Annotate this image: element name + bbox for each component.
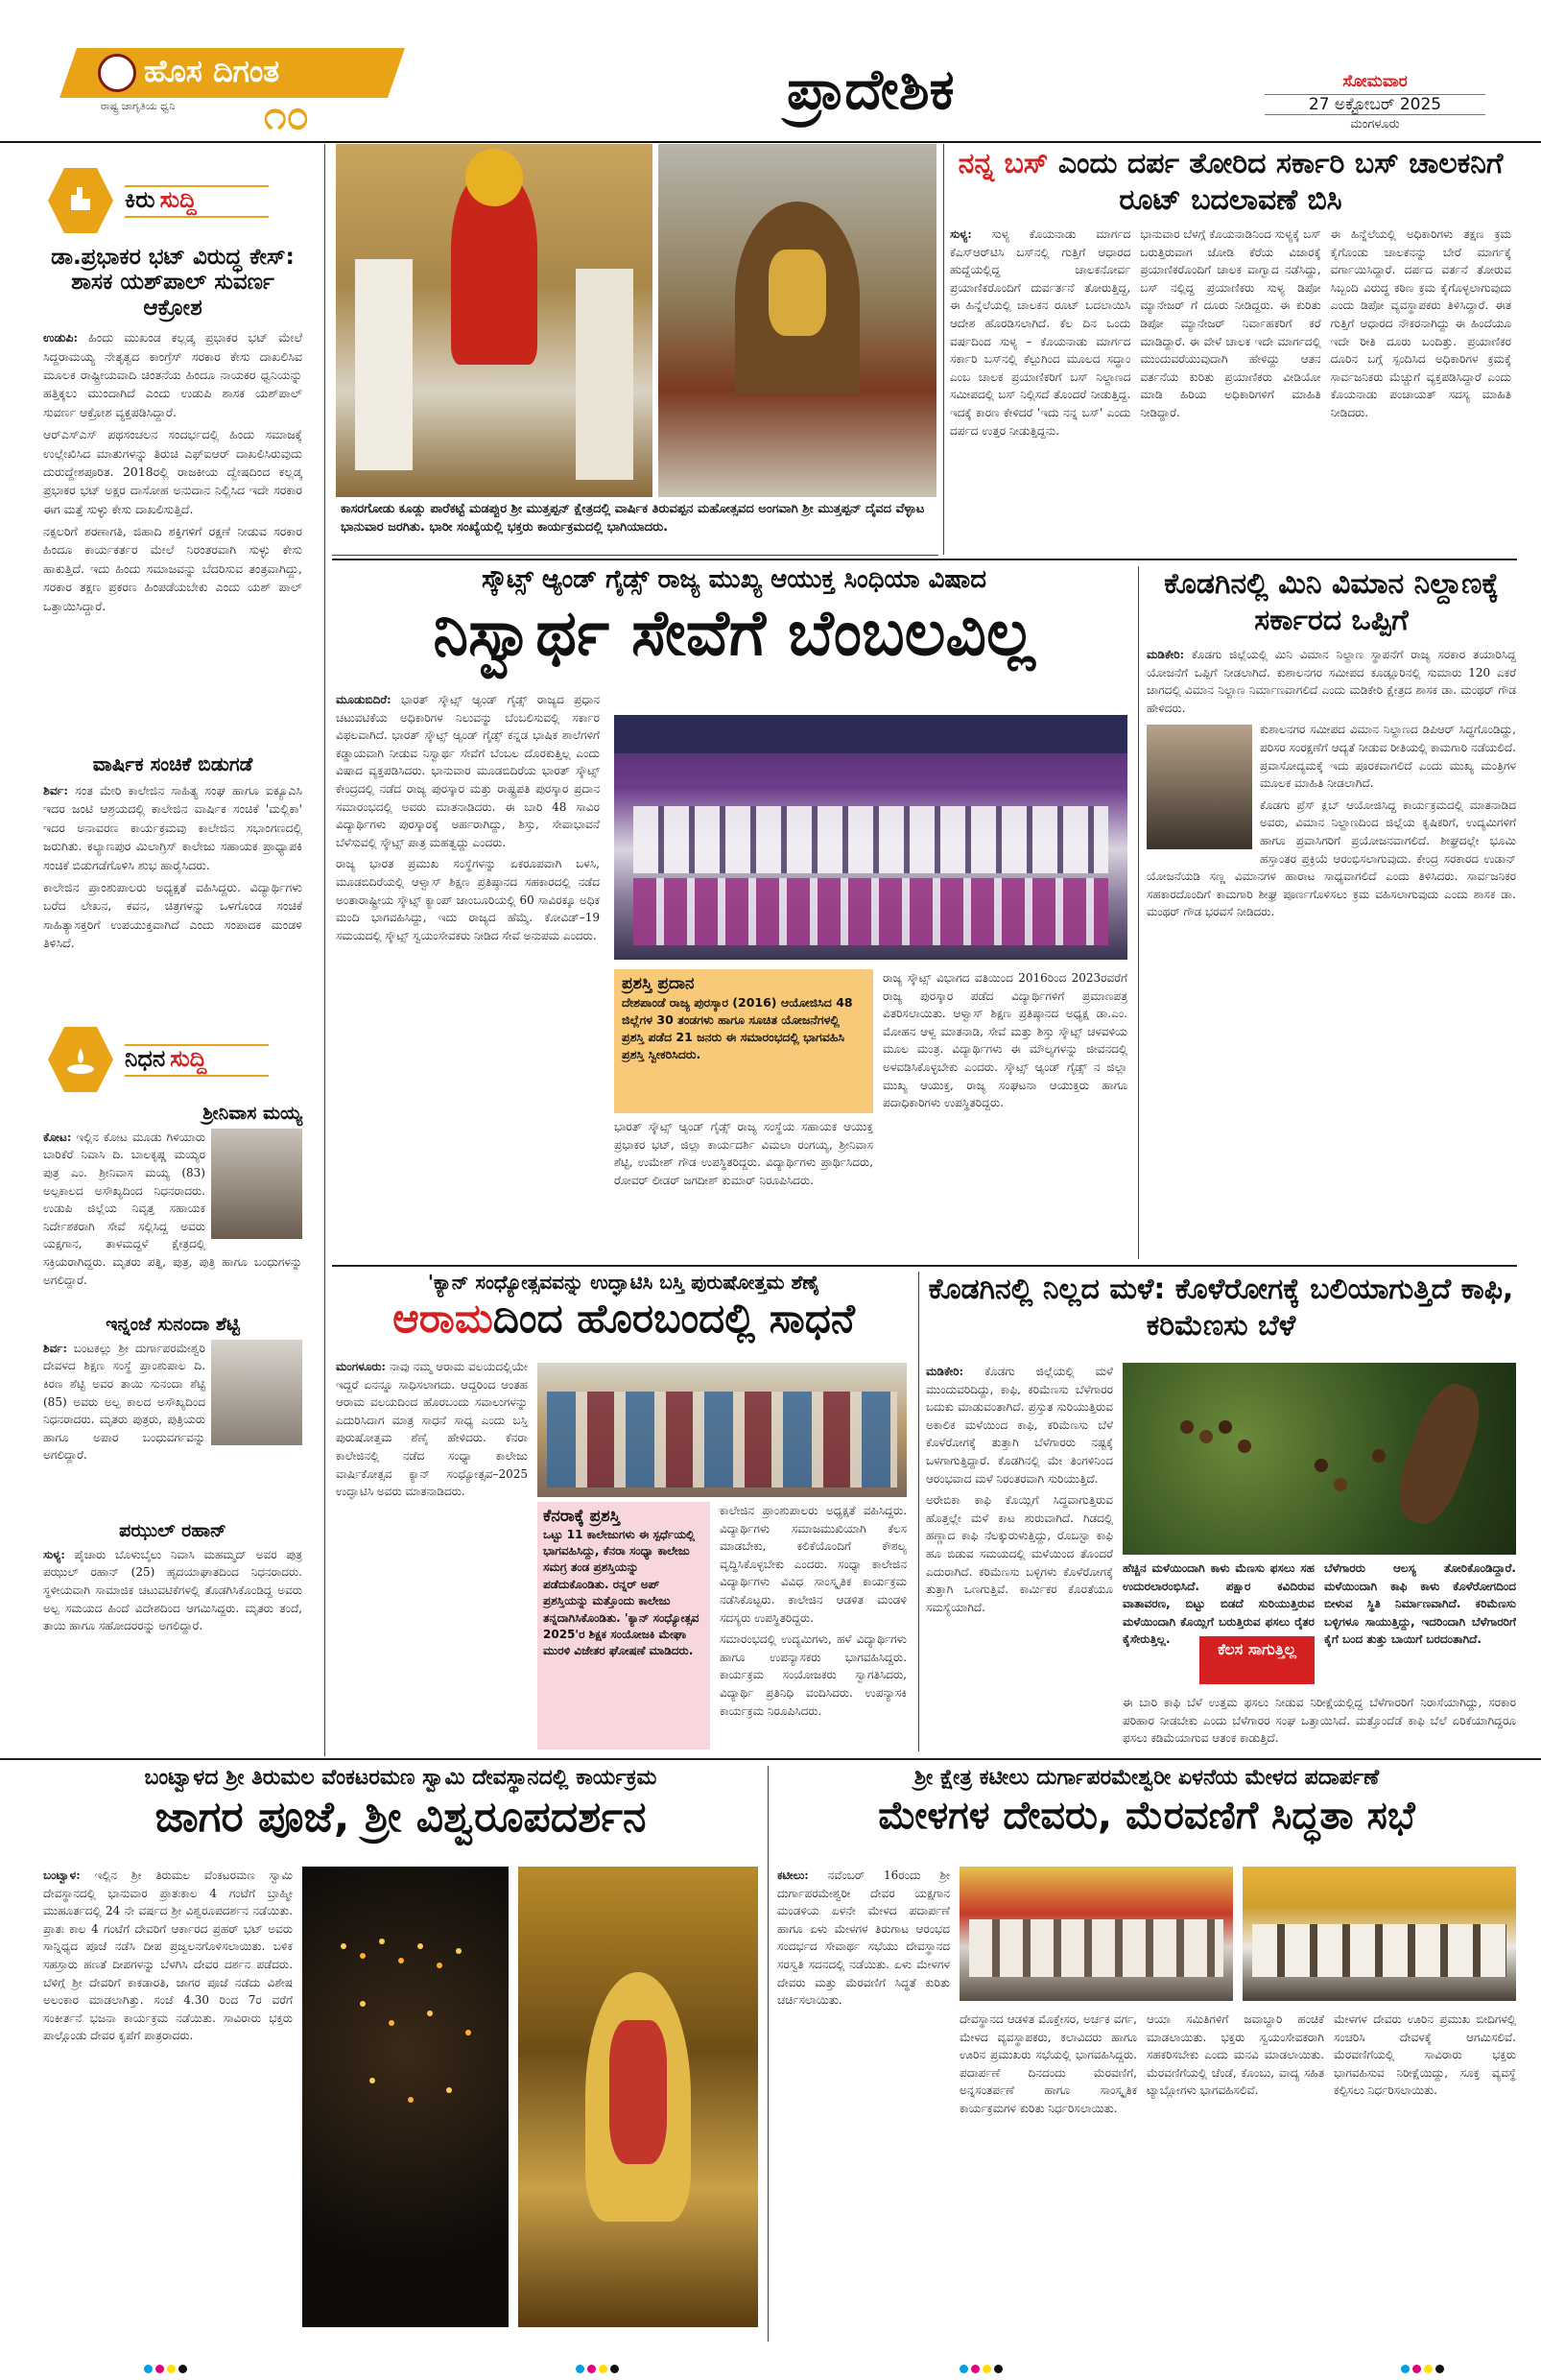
logo-text: ಹೊಸ ದಿಗಂತ <box>144 53 280 89</box>
meeting-photo-1 <box>960 1867 1233 2001</box>
divider <box>332 555 938 556</box>
bus-story <box>950 146 1511 555</box>
suddi-label: ಸುದ್ದಿ <box>159 186 197 213</box>
kiru-story-2-body <box>43 781 302 952</box>
label-text: ಕೆಲಸ ಸಾಗುತ್ತಿಲ್ಲ <box>1218 1640 1296 1658</box>
kateel-headline: ಮೇಳಗಳ ದೇವರು, ಮೆರವಣಿಗೆ ಸಿದ್ಧತಾ ಸಭೆ <box>878 1794 1415 1839</box>
divider <box>0 1758 1541 1760</box>
headline-text: ದಿಂದ ಹೊರಬಂದಲ್ಲಿ ಸಾಧನೆ <box>492 1295 855 1342</box>
date: 27 ಅಕ್ಟೋಬರ್ 2025 <box>1265 94 1485 115</box>
scouts-kicker: ಸ್ಕೌಟ್ಸ್ ಆ್ಯಂಡ್ ಗೈಡ್ಸ್ ರಾಜ್ಯ ಮುಖ್ಯ ಆಯುಕ್ತ ಸಿಂಧಿಯಾ ವಿಷಾದ <box>481 566 986 594</box>
college-headline <box>336 1296 912 1342</box>
kiru-story-1 <box>43 245 302 619</box>
kiru-story-1-body <box>43 328 302 615</box>
paragraph: ಕೊಡಗು ಪ್ರೆಸ್ ಕ್ಲಬ್ ಆಯೋಜಿಸಿದ್ದ ಕಾರ್ಯಕ್ರಮದಲ್ಲಿ ಮಾತನಾಡಿದ ಅವರು, ವಿಮಾನ ನಿಲ್ದಾಣದಿಂದ ಜಿಲ್ಲೆಯ ಕೃಷಿಕರಿಗೆ, ಉದ್ಯಮಿಗಳಿಗೆ ಹಾಗೂ ಪ್ರವಾಸಿಗರಿಗೆ ಪ್ರಯೋಜನವಾಗಲಿದೆ. ಶೀಘ್ರದಲ್ಲೇ ಭೂಮಿ ಹಸ್ತಾಂತರ ಪ್ರಕ್ರಿಯೆ ಆರಂಭಿಸಲಾಗುವುದು. ಕೇಂದ್ರ ಸರಕಾರದ ಉಡಾನ್ ಯೋಜನೆಯಡಿ ಸಣ್ಣ ವಿಮಾನಗಳ ಹಾರಾಟ ಸಾಧ್ಯವಾಗಲಿದೆ ಎಂದು ತಿಳಿಸಿದರು. ಸಾರ್ವಜನಿಕರ ಸಹಕಾರದೊಂದಿಗೆ ಕಾಮಗಾರಿ ಶೀಘ್ರ ಪೂರ್ಣಗೊಳಿಸಲು ಕ್ರಮ ವಹಿಸಲಾಗುವುದು ಎಂದು ಶಾಸಕ ಡಾ. ಮಂಥರ್ ಗೌಡ ಭರವಸೆ ನೀಡಿದರು. <box>1147 797 1516 919</box>
kateel-story <box>777 1766 1516 2332</box>
paragraph: ಈ ಹಿನ್ನೆಲೆಯಲ್ಲಿ ಅಧಿಕಾರಿಗಳು ತಕ್ಷಣ ಕ್ರಮ ಕೈಗೊಂಡು ಚಾಲಕನನ್ನು ಬೇರೆ ಮಾರ್ಗಕ್ಕೆ ವರ್ಗಾಯಿಸಿದ್ದಾರೆ. ದರ್ಪದ ವರ್ತನೆ ತೋರುವ ಸಿಬ್ಬಂದಿ ವಿರುದ್ಧ ಕಠಿಣ ಕ್ರಮ ಕೈಗೊಳ್ಳಲಾಗುವುದು ಎಂದು ಡಿಪೋ ವ್ಯವಸ್ಥಾಪಕರು ತಿಳಿಸಿದ್ದಾರೆ. ಈತ ಗುತ್ತಿಗೆ ಆಧಾರದ ನೌಕರನಾಗಿದ್ದು ಈ ಹಿಂದೆಯೂ ಇದೇ ರೀತಿ ದೂರು ಬಂದಿತ್ತು. ಪ್ರಯಾಣಿಕರ ದೂರಿನ ಬಗ್ಗೆ ಸ್ಪಂದಿಸಿದ ಅಧಿಕಾರಿಗಳ ಕ್ರಮಕ್ಕೆ ಸಾರ್ವಜನಿಕರು ಮೆಚ್ಚುಗೆ ವ್ಯಕ್ತಪಡಿಸಿದ್ದಾರೆ ಎಂದು ಕೊಯನಾಡು ಪಂಚಾಯತ್ ಸದಸ್ಯ ಮಾಹಿತಿ ನೀಡಿದರು. <box>1330 227 1511 419</box>
paragraph: ಕಾಲೇಜಿನ ಪ್ರಾಂಶುಪಾಲರು ಅಧ್ಯಕ್ಷತೆ ವಹಿಸಿದ್ದರು. ವಿದ್ಯಾರ್ಥಿಗಳು ಬರೆದ ಲೇಖನ, ಕವನ, ಚಿತ್ರಗಳನ್ನು ಒಳಗೊಂಡ ಸಂಚಿಕೆ ಸಾಹಿತ್ಯಾಸಕ್ತರಿಗೆ ಉಪಯುಕ್ತವಾಗಿದೆ ಎಂದು ಸಂಪಾದಕ ಮಂಡಳಿ ತಿಳಿಸಿದೆ. <box>43 879 302 950</box>
paragraph: ಆಯಾ ಸಮಿತಿಗಳಿಗೆ ಜವಾಬ್ದಾರಿ ಹಂಚಿಕೆ ಮಾಡಲಾಯಿತು. ಭಕ್ತರು ಸ್ವಯಂಸೇವಕರಾಗಿ ಸಹಕರಿಸಬೇಕು ಎಂದು ಮನವಿ ಮಾಡಲಾಯಿತು. ಮೆರವಣಿಗೆಯಲ್ಲಿ ಚೆಂಡೆ, ಕೊಂಬು, ವಾದ್ಯ ಸಹಿತ ಟ್ಯಾಬ್ಲೋಗಳು ಭಾಗವಹಿಸಲಿವೆ. <box>1147 2012 1324 2098</box>
paragraph: ರಾಜ್ಯ ಸ್ಕೌಟ್ಸ್ ವಿಭಾಗದ ವತಿಯಿಂದ 2016ರಿಂದ 2023ರವರೆಗೆ ರಾಜ್ಯ ಪುರಸ್ಕಾರ ಪಡೆದ ವಿದ್ಯಾರ್ಥಿಗಳಿಗೆ ಪ್ರಮಾಣಪತ್ರ ವಿತರಿಸಲಾಯಿತು. ಆಳ್ವಾಸ್ ಶಿಕ್ಷಣ ಪ್ರತಿಷ್ಠಾನದ ಅಧ್ಯಕ್ಷ ಡಾ.ಎಂ. ಮೋಹನ ಆಳ್ವ ಮಾತನಾಡಿ, ಸೇವೆ ಮತ್ತು ಶಿಸ್ತು ಸ್ಕೌಟ್ಸ್ ಚಳವಳಿಯ ಮೂಲ ಮಂತ್ರ. ವಿದ್ಯಾರ್ಥಿಗಳು ಈ ಮೌಲ್ಯಗಳನ್ನು ಜೀವನದಲ್ಲಿ ಅಳವಡಿಸಿಕೊಳ್ಳಬೇಕು ಎಂದರು. ಸ್ಕೌಟ್ಸ್ ಆ್ಯಂಡ್ ಗೈಡ್ಸ್ ನ ಜಿಲ್ಲಾ ಮುಖ್ಯ ಆಯುಕ್ತ, ರಾಜ್ಯ ಸಂಘಟನಾ ಆಯುಕ್ತರು ಹಾಗೂ ಪದಾಧಿಕಾರಿಗಳು ಉಪಸ್ಥಿತರಿದ್ದರು. <box>883 971 1127 1110</box>
dateline: ಮೂಡುಬಿದಿರೆ: <box>336 693 391 706</box>
dateline: ಕಟೀಲು: <box>777 1868 809 1882</box>
dateline: ಉಡುಪಿ: <box>43 330 79 345</box>
obituary-name: ಶ್ರೀನಿವಾಸ ಮಯ್ಯ <box>202 1103 302 1124</box>
paragraph: ಭಾರತ್ ಸ್ಕೌಟ್ಸ್ ಆ್ಯಂಡ್ ಗೈಡ್ಸ್ ರಾಜ್ಯ ಸಂಸ್ಥೆಯ ಸಹಾಯಕ ಆಯುಕ್ತ ಪ್ರಭಾಕರ ಭಟ್, ಜಿಲ್ಲಾ ಕಾರ್ಯದರ್ಶಿ ವಿಮಲಾ ರಂಗಯ್ಯ, ಶ್ರೀನಿವಾಸ ಶೆಟ್ಟಿ, ಉಮೇಶ್ ಗೌಡ ಉಪಸ್ಥಿತರಿದ್ದರು. ವಿದ್ಯಾರ್ಥಿಗಳು ಪ್ರಾರ್ಥಿಸಿದರು, ರೋವರ್ ಲೀಡರ್ ಜಗದೀಶ್ ಕುಮಾರ್ ನಿರೂಪಿಸಿದರು. <box>614 1120 873 1187</box>
airport-story <box>1147 566 1516 1259</box>
award-box <box>614 969 873 1113</box>
masthead <box>0 0 1541 144</box>
print-registration-marks <box>960 2359 1006 2377</box>
obituary-name: ಪಝುಲ್ ರಹಾನ್ <box>119 1520 226 1541</box>
paragraph: ದೇವಸ್ಥಾನದ ಆಡಳಿತ ಮೊಕ್ತೇಸರ, ಅರ್ಚಕ ವರ್ಗ, ಮೇಳದ ವ್ಯವಸ್ಥಾಪಕರು, ಕಲಾವಿದರು ಹಾಗೂ ಊರಿನ ಪ್ರಮುಖರು ಸಭೆಯಲ್ಲಿ ಭಾಗವಹಿಸಿದ್ದರು. ಪದಾರ್ಪಣೆ ದಿನದಂದು ಮೆರವಣಿಗೆ, ಅನ್ನಸಂತರ್ಪಣೆ ಹಾಗೂ ಸಾಂಸ್ಕೃತಿಕ ಕಾರ್ಯಕ್ರಮಗಳ ಕುರಿತು ನಿರ್ಧರಿಸಲಾಯಿತು. <box>960 2012 1137 2115</box>
obituary-photo <box>211 1129 302 1239</box>
dateline: ಸುಳ್ಯ: <box>950 227 972 241</box>
top-photo-caption: ಕಾಸರಗೋಡು ಕೂಡ್ಲು ಪಾರೆಕಟ್ಟೆ ಮಡಪ್ಪುರ ಶ್ರೀ ಮುತ್ತಪ್ಪನ್ ಕ್ಷೇತ್ರದಲ್ಲಿ ವಾರ್ಷಿಕ ತಿರುವಪ್ಪನ ಮಹೋತ್ಸವದ ಅಂಗವಾಗಿ ಶ್ರೀ ಮುತ್ತಪ್ಪನ್ ದೈವದ ವೆಳ್ಳಾಟ ಭಾನುವಾರ ಜರಗಿತು. ಭಾರೀ ಸಂಖ್ಯೆಯಲ್ಲಿ ಭಕ್ತರು ಕಾರ್ಯಕ್ರಮದಲ್ಲಿ ಭಾಗಿಯಾದರು. <box>341 502 925 535</box>
obituary-3 <box>43 1521 302 1635</box>
paragraph: ಇಲ್ಲಿನ ಶ್ರೀ ತಿರುಮಲ ವೆಂಕಟರಮಣ ಸ್ವಾಮಿ ದೇವಸ್ಥಾನದಲ್ಲಿ ಭಾನುವಾರ ಪ್ರಾತಃಕಾಲ 4 ಗಂಟೆಗೆ ಬ್ರಾಹ್ಮೀ ಮುಹೂರ್ತದಲ್ಲಿ 24 ನೇ ವರ್ಷದ ಶ್ರೀ ವಿಶ್ವರೂಪದರ್ಶನ ನಡೆಯಿತು. ಪ್ರಾತಃ ಕಾಲ 4 ಗಂಟೆಗೆ ದೇವರಿಗೆ ಆರ್ಕಾರದ ಪ್ರಹರ್ ಭಟ್ ಅವರು ಸಾನ್ನಿಧ್ಯದ ಪೂಜೆ ನಡೆಸಿ ದೀಪ ಪ್ರಜ್ವಲನಗೊಳಿಸಲಾಯಿತು. ಬಳಿಕ ಸಹಸ್ರಾರು ಹಣತೆ ದೀಪಗಳನ್ನು ಬೆಳಗಿಸಿ ದೇವರ ದರ್ಶನ ಪಡೆದರು. ಬೆಳಿಗ್ಗೆ ಶ್ರೀ ದೇವರಿಗೆ ಕಾಕಡಾರತಿ, ಜಾಗರ ಪೂಜೆ ನಡೆದು ವಿಶೇಷ ಅಲಂಕಾರ ಮಾಡಲಾಗಿತ್ತು. ಸಂಜೆ 4.30 ರಿಂದ 7ರ ವರೆಗೆ ಸಂಕೀರ್ತನೆ ಭಜನಾ ಕಾರ್ಯಕ್ರಮ ನಡೆಯಿತು. ಸಾವಿರಾರು ಭಕ್ತರು ಪಾಲ್ಗೊಂಡು ದೇವರ ಕೃಪೆಗೆ ಪಾತ್ರರಾದರು. <box>43 1868 293 2043</box>
dateline: ಮಡಿಕೇರಿ: <box>1147 648 1185 661</box>
column-divider <box>1138 566 1139 1259</box>
dateline: ಸುಳ್ಯ: <box>43 1547 65 1561</box>
hand-icon <box>48 168 113 233</box>
deity-photo <box>518 1867 758 2327</box>
college-story <box>336 1272 912 1751</box>
paragraph: ಸುಳ್ಯ ಕೊಯನಾಡು ಮಾರ್ಗದ ಕೆಎಸ್‌ಆರ್‌ಟಿಸಿ ಬಸ್‌ನಲ್ಲಿ ಗುತ್ತಿಗೆ ಆಧಾರದ ಹುದ್ದೆಯಲ್ಲಿದ್ದ ಚಾಲಕನೋರ್ವ ಪ್ರಯಾಣಿಕರೊಂದಿಗೆ ದುರ್ವರ್ತನೆ ತೋರುತ್ತಿದ್ದ, ಈ ಹಿನ್ನೆಲೆಯಲ್ಲಿ ಚಾಲಕನ ರೂಟ್ ಬದಲಾಯಿಸಿ ಆದೇಶ ಹೊರಡಿಸಲಾಗಿದೆ. ಕೆಲ ದಿನ ಒಂದು ವರ್ಷದಿಂದ ಸುಳ್ಯ – ಕೊಯನಾಡು ಮಾರ್ಗದ ಸರ್ಕಾರಿ ಬಸ್‌ನಲ್ಲಿ ಕೆಲ್ಪುಗಿಂದ ಮೂಲದ ಸದ್ಧಾಂ ಎಂಬ ಚಾಲಕ ಪ್ರಯಾಣಿಕರಿಗೆ ಬಸ್ ನಿಲ್ದಾಣದ ಸಮೀಪದಲ್ಲಿ ಬಸ್ ನಿಲ್ಲಿಸದೆ ತೊಂದರೆ ನೀಡುತ್ತಿದ್ದ. ಇದಕ್ಕೆ ಕಾರಣ ಕೇಳಿದರೆ 'ಇದು ನನ್ನ ಬಸ್' ಎಂದು ದರ್ಪದ ಉತ್ತರ ನೀಡುತ್ತಿದ್ದನು. <box>950 227 1131 438</box>
paragraph: ಮೇಳಗಳ ದೇವರು ಊರಿನ ಪ್ರಮುಖ ಬೀದಿಗಳಲ್ಲಿ ಸಂಚರಿಸಿ ದೇವಳಕ್ಕೆ ಆಗಮಿಸಲಿವೆ. ಮೆರವಣಿಗೆಯಲ್ಲಿ ಸಾವಿರಾರು ಭಕ್ತರು ಭಾಗವಹಿಸುವ ನಿರೀಕ್ಷೆಯಿದ್ದು, ಸೂಕ್ತ ವ್ಯವಸ್ಥೆ ಕಲ್ಪಿಸಲು ನಿರ್ಧರಿಸಲಾಯಿತು. <box>1334 2012 1516 2098</box>
divider <box>332 559 1517 560</box>
scouts-story <box>336 566 1132 1262</box>
kiru-story-2 <box>43 753 302 956</box>
paragraph: ಸಮಾರಂಭದಲ್ಲಿ ಉದ್ಯಮಿಗಳು, ಹಳೆ ವಿದ್ಯಾರ್ಥಿಗಳು ಹಾಗೂ ಉಪನ್ಯಾಸಕರು ಭಾಗವಹಿಸಿದ್ದರು. ಕಾರ್ಯಕ್ರಮ ಸಂಯೋಜಕರು ಸ್ವಾಗತಿಸಿದರು, ವಿದ್ಯಾರ್ಥಿ ಪ್ರತಿನಿಧಿ ವಂದಿಸಿದರು. ಉಪನ್ಯಾಸಕಿ ಕಾರ್ಯಕ್ರಮ ನಿರೂಪಿಸಿದರು. <box>720 1632 907 1718</box>
logo-icon <box>98 54 136 92</box>
meeting-photo-2 <box>1243 1867 1516 2001</box>
nidhana-label: ನಿಧನ <box>125 1045 166 1072</box>
nidhana-suddi-header <box>48 1027 278 1094</box>
paragraph: ಹಿಂದು ಮುಖಂಡ ಕಲ್ಲಡ್ಕ ಪ್ರಭಾಕರ ಭಟ್ ಮೇಲೆ ಸಿದ್ದರಾಮಯ್ಯ ನೇತೃತ್ವದ ಕಾಂಗ್ರೆಸ್ ಸರಕಾರ ಕೇಸು ದಾಖಲಿಸಿವ ಮೂಲಕ ರಾಷ್ಟ್ರೀಯವಾದಿ ಚಿಂತನೆಯ ಹಿಂದೂ ನಾಯಕರ ಧ್ವನಿಯನ್ನು ಹತ್ತಿಕ್ಕಲು ಮುಂದಾಗಿದೆ ಎಂದು ಉಡುಪಿ ಶಾಸಕ ಯಶ್‌ಪಾಲ್ ಸುವರ್ಣ ಆಕ್ರೋಶ ವ್ಯಕ್ತಪಡಿಸಿದ್ದಾರೆ. <box>43 330 302 419</box>
paragraph: ಸಂತ ಮೇರಿ ಕಾಲೇಜಿನ ಸಾಹಿತ್ಯ ಸಂಘ ಹಾಗೂ ಐಕ್ಯೂಎಸಿ ಇದರ ಜಂಟಿ ಆಶ್ರಯದಲ್ಲಿ ಕಾಲೇಜಿನ ವಾರ್ಷಿಕ ಸಂಚಿಕೆ 'ಮಲ್ಲಿಕಾ' ಇದರ ಅನಾವರಣ ಕಾರ್ಯಕ್ರಮವು ಕಾಲೇಜಿನ ಸಭಾಂಗಣದಲ್ಲಿ ಜರುಗಿತು. ಕಲ್ಯಾಣಪುರ ಮಿಲಾಗ್ರಿಸ್ ಕಾಲೇಜು ಸಹಾಯಕ ಪ್ರಾಧ್ಯಾಪಕಿ ಸಂಚಿಕೆ ಬಿಡುಗಡೆಗೊಳಿಸಿ ಶುಭ ಹಾರೈಸಿದರು. <box>43 783 302 872</box>
obituary-name: ಇನ್ನಂಜೆ ಸುನಂದಾ ಶೆಟ್ಟಿ <box>106 1314 240 1335</box>
dateline: ಶಿರ್ವ: <box>43 783 68 797</box>
lamps-photo <box>302 1867 509 2327</box>
kateel-kicker: ಶ್ರೀ ಕ್ಷೇತ್ರ ಕಟೀಲು ದುರ್ಗಾಪರಮೇಶ್ವರೀ ಏಳನೆಯ ಮೇಳದ ಪದಾರ್ಪಣೆ <box>913 1766 1380 1790</box>
paragraph: ಭಾನುವಾರ ಬೆಳಗ್ಗೆ ಕೊಯನಾಡಿನಿಂದ ಸುಳ್ಯಕ್ಕೆ ಬಸ್ ಬರುತ್ತಿರುವಾಗ ಜೋಡಿ ಕೆರೆಯ ವಿಜಾರಕ್ಕೆ ಪ್ರಯಾಣಿಕರೊಂದಿಗೆ ಚಾಲಕ ವಾಗ್ವಾದ ನಡೆಸಿದ್ದು, ಬಸ್ ನಲ್ಲಿದ್ದ ಪ್ರಯಾಣಿಕರು ಸುಳ್ಯ ಡಿಪೋ ಮ್ಯಾನೇಜರ್ ಗೆ ದೂರು ನೀಡಿದ್ದರು. ಈ ಕುರಿತು ಡಿಪೋ ಮ್ಯಾನೇಜರ್ ನಿರ್ವಾಹಕರಿಗೆ ಕರೆ ಮಾಡಿದ್ದಾರೆ. ಈ ವೇಳೆ ಚಾಲಕ ಇದೇ ಮಾರ್ಗದಲ್ಲಿ ಮುಂದುವರೆಯುವುದಾಗಿ ಹೇಳಿದ್ದು ಆತನ ವರ್ತನೆಯ ಕುರಿತು ಪ್ರಯಾಣಿಕರು ವೀಡಿಯೋ ಮಾಡಿ ಹಿರಿಯ ಅಧಿಕಾರಿಗಳಿಗೆ ಮಾಹಿತಿ ನೀಡಿದ್ದಾರೆ. <box>1140 227 1321 419</box>
paragraph: ಹೆಚ್ಚಿನ ಮಳೆಯಿಂದಾಗಿ ಕಾಳು ಮೆಣಸು ಫಸಲು ಸಹ ಉದುರಲಾರಂಭಿಸಿದೆ. ಪಕ್ಷಾರ ಕವಿದಿರುವ ವಾತಾವರಣ, ಬಿಟ್ಟು ಬಿಡದೆ ಸುರಿಯುತ್ತಿರುವ ಮಳೆಯಿಂದಾಗಿ ಕೊಯ್ಲಿಗೆ ಬರುತ್ತಿರುವ ಫಸಲು ರೈತರ ಕೈಸೇರುತ್ತಿಲ್ಲ. <box>1123 1561 1315 1647</box>
paragraph: ನಾವು ನಮ್ಮ ಆರಾಮ ವಲಯದಲ್ಲಿಯೇ ಇದ್ದರೆ ಏನನ್ನೂ ಸಾಧಿಸಲಾಗದು. ಆದ್ದರಿಂದ ಆಂತಹ ಆರಾಮ ವಲಯದಿಂದ ಹೊರಬಂದು ಸವಾಲುಗಳನ್ನು ಎದುರಿಸಿದಾಗ ಮಾತ್ರ ಸಾಧನೆ ಸಾಧ್ಯ ಎಂದು ಬಸ್ತಿ ಪುರುಷೋತ್ತಮ ಶೆಣೈ ಹೇಳಿದರು. ಕೆನರಾ ಕಾಲೇಜಿನಲ್ಲಿ ನಡೆದ ಸಂಧ್ಯಾ ಕಾಲೇಜು ವಾರ್ಷಿಕೋತ್ಸವ ಕ್ಯಾನ್ ಸಂಧ್ಯೋತ್ಸವ–2025 ಉದ್ಘಾಟಿಸಿ ಅವರು ಮಾತನಾಡಿದರು. <box>336 1360 528 1499</box>
kiru-story-2-headline: ವಾರ್ಷಿಕ ಸಂಚಿಕೆ ಬಿಡುಗಡೆ <box>92 752 253 775</box>
jagara-headline: ಜಾಗರ ಪೂಜೆ, ಶ್ರೀ ವಿಶ್ವರೂಪದರ್ಶನ <box>154 1793 647 1843</box>
print-registration-marks <box>576 2359 622 2377</box>
obituary-photo <box>211 1340 302 1445</box>
dateline: ಮಂಗಳೂರು: <box>336 1360 386 1373</box>
headline-highlight: ನನ್ನ ಬಸ್ <box>958 147 1049 180</box>
paragraph: ಕೊಡಗು ಜಿಲ್ಲೆಯಲ್ಲಿ ಮಿನಿ ವಿಮಾನ ನಿಲ್ದಾಣ ಸ್ಥಾಪನೆಗೆ ರಾಜ್ಯ ಸರಕಾರ ತಯಾರಿಸಿದ್ದ ಯೋಜನೆಗೆ ಒಪ್ಪಿಗೆ ನೀಡಲಾಗಿದೆ. ಕುಶಾಲನಗರ ಸಮೀಪದ ಕೂಡ್ಲೂರಿನಲ್ಲಿ ಸುಮಾರು 120 ಎಕರೆ ಜಾಗದಲ್ಲಿ ವಿಮಾನ ನಿಲ್ದಾಣ ನಿರ್ಮಾಣವಾಗಲಿದೆ ಎಂದು ಮಡಿಕೇರಿ ಕ್ಷೇತ್ರದ ಶಾಸಕ ಡಾ. ಮಂಥರ್ ಗೌಡ ಹೇಳಿದರು. <box>1147 648 1516 715</box>
section-title: ಪ್ರಾದೇಶಿಕ <box>787 57 955 122</box>
paragraph: ನಕ್ಸಲರಿಗೆ ಶರಣಾಗತಿ, ಜಿಹಾದಿ ಶಕ್ತಿಗಳಿಗೆ ರಕ್ಷಣೆ ನೀಡುವ ಸರಕಾರ ಹಿಂದೂ ಕಾರ್ಯಕರ್ತರ ಮೇಲೆ ನಿರಂತರವಾಗಿ ಸುಳ್ಳು ಕೇಸು ಹಾಕುತ್ತಿದೆ. ಇದು ಹಿಂದು ಸಮಾಜವನ್ನು ಬೆದರಿಸುವ ತಂತ್ರವಾಗಿದ್ದು, ಸರಕಾರ ತಕ್ಷಣ ಪ್ರಕರಣ ಹಿಂಪಡೆಯಬೇಕು ಎಂದು ಯಶ್ ಪಾಲ್ ಒತ್ತಾಯಿಸಿದ್ದಾರೆ. <box>43 524 302 613</box>
logo-box <box>59 48 405 104</box>
kiru-suddi-header <box>48 168 278 235</box>
column-divider <box>918 1272 919 1751</box>
mla-photo <box>1147 725 1252 849</box>
obituary-text: ಬಂಟಕಲ್ಲು ಶ್ರೀ ದುರ್ಗಾಪರಮೇಶ್ವರಿ ದೇವಳದ ಶಿಕ್ಷಣ ಸಂಸ್ಥೆ ಪ್ರಾಂಶುಪಾಲ ದಿ. ಕಿರಣ ಶೆಟ್ಟಿ ಅವರ ತಾಯಿ ಸುನಂದಾ ಶೆಟ್ಟಿ (85) ಅವರು ಅಲ್ಪ ಕಾಲದ ಅಸೌಖ್ಯದಿಂದ ನಿಧನರಾದರು. ಮೃತರು ಪುತ್ರರು, ಪುತ್ರಿಯರು ಹಾಗೂ ಅಪಾರ ಬಂಧುವರ್ಗವನ್ನು ಅಗಲಿದ್ದಾರೆ. <box>43 1341 205 1463</box>
dateline: ಕೋಟ: <box>43 1130 72 1144</box>
award-box-text: ದೇಶಪಾಂಡೆ ರಾಜ್ಯ ಪುರಸ್ಕಾರ (2016) ಆಯೋಜಿಸಿದ 48 ಜಿಲ್ಲೆಗಳ 30 ತಂಡಗಳು ಹಾಗೂ ಸೂಚಿತ ಯೋಜನೆಗಳಲ್ಲಿ ಪ್ರಶಸ್ತಿ ಪಡೆದ 21 ಜನರು ಈ ಸಮಾರಂಭದಲ್ಲಿ ಭಾಗವಹಿಸಿ ಪ್ರಶಸ್ತಿ ಸ್ವೀಕರಿಸಿದರು. <box>622 994 853 1061</box>
print-registration-marks <box>1401 2359 1447 2377</box>
paragraph: ರಾಜ್ಯ ಭಾರತ ಪ್ರಮುಖ ಸಂಸ್ಥೆಗಳನ್ನು ಏಕರೂಪವಾಗಿ ಬಳಸಿ, ಮೂಡಬಿದಿರೆಯಲ್ಲಿ ಆಳ್ವಾಸ್ ಶಿಕ್ಷಣ ಪ್ರತಿಷ್ಠಾನದ ಸಹಕಾರದಲ್ಲಿ ನಡೆದ ಅಂತಾರಾಷ್ಟ್ರೀಯ ಸ್ಕೌಟ್ಸ್ ಕ್ಯಾಂಪ್ ಜಾಂಬೂರಿಯಲ್ಲಿ 60 ಸಾವಿರಕ್ಕೂ ಅಧಿಕ ಮಂದಿ ಭಾಗವಹಿಸಿದ್ದು, ಇದು ರಾಜ್ಯದ ಹೆಮ್ಮೆ. ಕೋವಿಡ್–19 ಸಮಯದಲ್ಲಿ ಸ್ಕೌಟ್ಸ್ ಸ್ವಯಂಸೇವಕರು ನೀಡಿದ ಸೇವೆ ಅನುಪಮ ಎಂದರು. <box>336 857 600 942</box>
divider <box>332 1265 1517 1267</box>
logo-tagline: ರಾಷ್ಟ್ರ ಜಾಗೃತಿಯ ಧ್ವನಿ <box>101 100 176 112</box>
paragraph: ಕಾಲೇಜಿನ ಪ್ರಾಂಶುಪಾಲರು ಅಧ್ಯಕ್ಷತೆ ವಹಿಸಿದ್ದರು. ವಿದ್ಯಾರ್ಥಿಗಳು ಸಮಾಜಮುಖಿಯಾಗಿ ಕೆಲಸ ಮಾಡಬೇಕು, ಕಲಿಕೆಯೊಂದಿಗೆ ಕೌಶಲ್ಯ ವೃದ್ಧಿಸಿಕೊಳ್ಳಬೇಕು ಎಂದರು. ಸಂಧ್ಯಾ ಕಾಲೇಜಿನ ವಿದ್ಯಾರ್ಥಿಗಳು ವಿವಿಧ ಸಾಂಸ್ಕೃತಿಕ ಕಾರ್ಯಕ್ರಮ ನಡೆಸಿಕೊಟ್ಟರು. ಕಾಲೇಜಿನ ಆಡಳಿತ ಮಂಡಳಿ ಸದಸ್ಯರು ಉಪಸ್ಥಿತರಿದ್ದರು. <box>720 1504 907 1625</box>
theyyam-photo <box>336 144 652 497</box>
obituary-text: ಇಲ್ಲಿನ ಕೋಟ ಮೂಡು ಗಿಳಿಯಾರು ಬಾರಿಕೆರೆ ನಿವಾಸಿ ದಿ. ಬಾಲಕೃಷ್ಣ ಮಯ್ಯರ ಪುತ್ರ ಎಂ. ಶ್ರೀನಿವಾಸ ಮಯ್ಯ (83) ಅಲ್ಪಕಾಲದ ಅಸೌಖ್ಯದಿಂದ ನಿಧನರಾದರು. ಉಡುಪಿ ಜಿಲ್ಲೆಯ ನಿವೃತ್ತ ಸಹಾಯಕ ನಿರ್ದೇಶಕರಾಗಿ ಸೇವೆ ಸಲ್ಲಿಸಿದ್ದ ಅವರು ಯಕ್ಷಗಾನ, ತಾಳಮದ್ದಳೆ ಕ್ಷೇತ್ರದಲ್ಲಿ ಸಕ್ರಿಯರಾಗಿದ್ದರು. ಮೃತರು ಪತ್ನಿ, ಪುತ್ರ, ಪುತ್ರಿ ಹಾಗೂ ಬಂಧುಗಳನ್ನು ಅಗಲಿದ್ದಾರೆ. <box>43 1130 302 1287</box>
scouts-group-photo <box>614 715 1127 960</box>
dateline: ಬಂಟ್ವಾಳ: <box>43 1868 81 1882</box>
bus-story-headline <box>950 146 1511 218</box>
page-number: ೧೦ <box>264 91 310 138</box>
paragraph: ಅರೇಬಿಕಾ ಕಾಫಿ ಕೊಯ್ಲಿಗೆ ಸಿದ್ಧವಾಗುತ್ತಿರುವ ಹೊತ್ತಲ್ಲೇ ಮಳೆ ಕಾಟ ಶುರುವಾಗಿದೆ. ಗಿಡದಲ್ಲಿ ಹಣ್ಣಾದ ಕಾಫಿ ನೆಲಕ್ಕುರುಳುತ್ತಿದ್ದು, ರೊಬಸ್ಟಾ ಕಾಫಿ ಹೂ ಬಿಡುವ ಸಮಯದಲ್ಲಿ ಮಳೆಯಿಂದ ತೊಂದರೆ ಎದುರಾಗಿದೆ. ಕರಿಮೆಣಸು ಬಳ್ಳಿಗಳು ಕೊಳೆರೋಗಕ್ಕೆ ತುತ್ತಾಗಿ ಒಣಗುತ್ತಿವೆ. ಕಾರ್ಮಿಕರ ಕೊರತೆಯೂ ಸಮಸ್ಯೆಯಾಗಿದೆ. <box>926 1493 1113 1614</box>
dateline: ಮಡಿಕೇರಿ: <box>926 1365 964 1378</box>
column-divider <box>324 144 325 1756</box>
college-award-box <box>537 1502 710 1749</box>
column-divider <box>943 144 944 555</box>
headline-highlight: ಆರಾಮ <box>392 1295 493 1342</box>
lamp-icon <box>48 1027 113 1092</box>
shrine-photo <box>658 144 936 497</box>
college-kicker: 'ಕ್ಯಾನ್ ಸಂಧ್ಯೋತ್ಸವವನ್ನು ಉದ್ಘಾಟಿಸಿ ಬಸ್ತಿ ಪುರುಷೋತ್ತಮ ಶೆಣೈ <box>427 1272 820 1294</box>
print-registration-marks <box>144 2359 190 2377</box>
kiru-story-1-headline: ಡಾ.ಪ್ರಭಾಕರ ಭಟ್ ವಿರುದ್ಧ ಕೇಸ್: ಶಾಸಕ ಯಶ್‌ಪಾಲ್ ಸುವರ್ಣ ಆಕ್ರೋಶ <box>51 245 295 321</box>
obituary-1 <box>43 1104 302 1289</box>
scouts-headline: ನಿಸ್ವಾರ್ಥ ಸೇವೆಗೆ ಬೆಂಬಲವಿಲ್ಲ <box>433 595 1035 670</box>
headline-text: ಎಂದು ದರ್ಪ ತೋರಿದ ಸರ್ಕಾರಿ ಬಸ್ ಚಾಲಕನಿಗೆ ರೂಟ್ ಬದಲಾವಣೆ ಬಿಸಿ <box>1057 147 1504 217</box>
nidhana-suddi-label: ಸುದ್ದಿ <box>170 1045 207 1072</box>
jagara-kicker: ಬಂಟ್ವಾಳದ ಶ್ರೀ ತಿರುಮಲ ವೆಂಕಟರಮಣ ಸ್ವಾಮಿ ದೇವಸ್ಥಾನದಲ್ಲಿ ಕಾರ್ಯಕ್ರಮ <box>144 1766 657 1790</box>
college-award-title: ಕೆನರಾಕ್ಕೆ ಪ್ರಶಸ್ತಿ <box>543 1507 621 1526</box>
city: ಮಂಗಳೂರು <box>1350 116 1400 131</box>
rain-story <box>926 1272 1516 1751</box>
paragraph: ಭಾರತ್ ಸ್ಕೌಟ್ಸ್ ಆ್ಯಂಡ್ ಗೈಡ್ಸ್ ರಾಜ್ಯದ ಪ್ರಧಾನ ಚಟುವಟಿಕೆಯ ಅಧಿಕಾರಿಗಳ ನಿಲುವನ್ನು ಬೆಂಬಲಿಸುವಲ್ಲಿ ಸರ್ಕಾರ ವಿಫಲವಾಗಿದೆ. ಭಾರತ್ ಸ್ಕೌಟ್ಸ್ ಆ್ಯಂಡ್ ಗೈಡ್ಸ್ ಕನ್ನಡ ಭಾಷಿಕ ಶಾಲೆಗಳಿಗೆ ಕಡ್ಡಾಯವಾಗಿ ನೀಡುವ ನಿಸ್ವಾರ್ಥ ಸೇವೆಗೆ ಬೆಂಬಲ ದೊರಕುತ್ತಿಲ್ಲ ಎಂದು ವಿಷಾದ ವ್ಯಕ್ತಪಡಿಸಿದರು. ಭಾನುವಾರ ಮೂಡಬಿದಿರೆಯ ಭಾರತ್ ಸ್ಕೌಟ್ಸ್ ಕೇಂದ್ರದಲ್ಲಿ ನಡೆದ ರಾಜ್ಯ ಪುರಸ್ಕಾರ ಮತ್ತು ರಾಷ್ಟ್ರಪತಿ ಪುರಸ್ಕಾರ ಪ್ರದಾನ ಸಮಾರಂಭದಲ್ಲಿ ಅವರು ಮಾತನಾಡಿದರು. ಈ ಬಾರಿ 48 ಸಾವಿರ ವಿದ್ಯಾರ್ಥಿಗಳು ಪುರಸ್ಕಾರಕ್ಕೆ ಅರ್ಹರಾಗಿದ್ದು, ಶಿಸ್ತು, ಸೇವಾಭಾವನೆ ಬೆಳೆಸುವಲ್ಲಿ ಸ್ಕೌಟ್ಸ್ ಪಾತ್ರ ಮಹತ್ವದ್ದು ಎಂದರು. <box>336 693 600 849</box>
masthead-divider <box>0 141 1541 143</box>
paragraph: ಕುಶಾಲನಗರ ಸಮೀಪದ ವಿಮಾನ ನಿಲ್ದಾಣದ ಡಿಪಿಆರ್ ಸಿದ್ಧಗೊಂಡಿದ್ದು, ಪರಿಸರ ಸಂರಕ್ಷಣೆಗೆ ಆದ್ಯತೆ ನೀಡುವ ರೀತಿಯಲ್ಲಿ ಕಾಮಗಾರಿ ನಡೆಯಲಿದೆ. ಪ್ರವಾಸೋದ್ಯಮಕ್ಕೆ ಇದು ಪೂರಕವಾಗಲಿದೆ ಎಂದು ಮುಖ್ಯ ಮಂತ್ರಿಗಳ ಮೂಲಕ ಮಾಹಿತಿ ನೀಡಲಾಗಿದೆ. <box>1260 723 1516 791</box>
left-column <box>0 149 317 1756</box>
obituary-text: ಪೈಚಾರು ಬೊಳುಬೈಲು ನಿವಾಸಿ ಮಹಮ್ಮದ್ ಅವರ ಪುತ್ರ ಪಝುಲ್ ರಹಾನ್ (25) ಹೃದಯಾಘಾತದಿಂದ ನಿಧನರಾದರು. ಸ್ಥಳೀಯವಾಗಿ ಸಾಮಾಜಿಕ ಚಟುವಟಿಕೆಗಳಲ್ಲಿ ತೊಡಗಿಸಿಕೊಂಡಿದ್ದ ಅವರು ಅಲ್ಪ ಸಮಯದ ಹಿಂದೆ ವಿದೇಶದಿಂದ ಆಗಮಿಸಿದ್ದರು. ಮೃತರು ತಂದೆ, ತಾಯಿ ಹಾಗೂ ಸಹೋದರರನ್ನು ಅಗಲಿದ್ದಾರೆ. <box>43 1547 302 1633</box>
coffee-plant-photo <box>1123 1363 1516 1555</box>
paragraph: ಬೆಳೆಗಾರರು ಆಲಸ್ಯ ತೋರಿಕೊಂಡಿದ್ದಾರೆ. ಮಳೆಯಿಂದಾಗಿ ಕಾಫಿ ಕಾಳು ಕೊಳೆರೋಗದಿಂದ ಬೀಳುವ ಸ್ಥಿತಿ ನಿರ್ಮಾಣವಾಗಿದೆ. ಕರಿಮೆಣಸು ಬಳ್ಳಿಗಳೂ ಸಾಯುತ್ತಿದ್ದು, ಇದರಿಂದಾಗಿ ಬೆಳೆಗಾರರಿಗೆ ಕೈಗೆ ಬಂದ ತುತ್ತು ಬಾಯಿಗೆ ಬರದಂತಾಗಿದೆ. <box>1324 1561 1516 1647</box>
paragraph: ಆರ್‌ಎಸ್‌ಎಸ್ ಪಥಸಂಚಲನ ಸಂದರ್ಭದಲ್ಲಿ ಹಿಂದು ಸಮಾಜಕ್ಕೆ ಉಲ್ಲೇಖಿಸಿದ ಮಾತುಗಳನ್ನು ತಿರುಚಿ ಎಫ್‌ಐಆರ್ ದಾಖಲಿಸಿರುವುದು ದುರುದ್ದೇಶಪೂರಿತ. 2018ರಲ್ಲಿ ರಾಜಕೀಯ ದ್ವೇಷದಿಂದ ಕಲ್ಲಡ್ಕ ಪ್ರಭಾಕರ ಭಟ್ ಅಕ್ಷರ ದಾಸೋಹ ಅನುದಾನ ನಿಲ್ಲಿಸಿದ ಇದೇ ಸರಕಾರ ಈಗ ಮತ್ತೆ ಸುಳ್ಳು ಕೇಸು ದಾಖಲಿಸುತ್ತಿದೆ. <box>43 427 302 516</box>
paragraph: ಈ ಬಾರಿ ಕಾಫಿ ಬೆಳೆ ಉತ್ತಮ ಫಸಲು ನೀಡುವ ನಿರೀಕ್ಷೆಯಲ್ಲಿದ್ದ ಬೆಳೆಗಾರರಿಗೆ ನಿರಾಸೆಯಾಗಿದ್ದು, ಸರಕಾರ ಪರಿಹಾರ ನೀಡಬೇಕು ಎಂದು ಬೆಳೆಗಾರರ ಸಂಘ ಒತ್ತಾಯಿಸಿದೆ. ಮತ್ತೊಂದೆಡೆ ಕಾಫಿ ಬೆಲೆ ಏರಿಕೆಯಾಗಿದ್ದರೂ ಫಸಲು ಕಡಿಮೆಯಾಗುವ ಆತಂಕ ಕಾಡುತ್ತಿದೆ. <box>1123 1696 1516 1746</box>
column-divider <box>768 1766 769 2342</box>
jagara-story <box>43 1766 758 2332</box>
rain-headline: ಕೊಡಗಿನಲ್ಲಿ ನಿಲ್ಲದ ಮಳೆ: ಕೊಳೆರೋಗಕ್ಕೆ ಬಲಿಯಾಗುತ್ತಿದೆ ಕಾಫಿ, ಕರಿಮೆಣಸು ಬೆಳೆ <box>928 1273 1514 1343</box>
paragraph: ನವೆಂಬರ್ 16ರಂದು ಶ್ರೀ ದುರ್ಗಾಪರಮೇಶ್ವರೀ ದೇವರ ಯಕ್ಷಗಾನ ಮಂಡಳಿಯ ಏಳನೇ ಮೇಳದ ಪದಾರ್ಪಣೆ ಹಾಗೂ ಏಳು ಮೇಳಗಳ ತಿರುಗಾಟ ಆರಂಭದ ಸಂದರ್ಭದ ಸೇವಾರ್ಥ ಸಭೆಯು ದೇವಸ್ಥಾನದ ಸರಸ್ವತಿ ಸದನದಲ್ಲಿ ನಡೆಯಿತು. ಏಳು ಮೇಳಗಳ ದೇವರು ಮತ್ತು ಮೆರವಣಿಗೆ ಸಿದ್ಧತೆ ಕುರಿತು ಚರ್ಚಿಸಲಾಯಿತು. <box>777 1868 950 2008</box>
dateline: ಶಿರ್ವ: <box>43 1341 67 1355</box>
date-block <box>1265 73 1485 138</box>
weekday: ಸೋಮವಾರ <box>1342 72 1408 91</box>
obituary-2 <box>43 1315 302 1464</box>
airport-headline: ಕೊಡಗಿನಲ್ಲಿ ಮಿನಿ ವಿಮಾನ ನಿಲ್ದಾಣಕ್ಕೆ ಸರ್ಕಾರದ ಒಪ್ಪಿಗೆ <box>1164 567 1499 637</box>
college-award-text: ಒಟ್ಟು 11 ಕಾಲೇಜುಗಳು ಈ ಸ್ಪರ್ಧೆಯಲ್ಲಿ ಭಾಗವಹಿಸಿದ್ದು, ಕೆನರಾ ಸಂಧ್ಯಾ ಕಾಲೇಜು ಸಮಗ್ರ ತಂಡ ಪ್ರಶಸ್ತಿಯನ್ನು ಪಡೆದುಕೊಂಡಿತು. ರನ್ನರ್ ಅಪ್ ಪ್ರಶಸ್ತಿಯನ್ನು ಮತ್ತೊಂದು ಕಾಲೇಜು ತನ್ನದಾಗಿಸಿಕೊಂಡಿತು. 'ಕ್ಯಾನ್ ಸಂಧ್ಯೋತ್ಸವ 2025'ರ ಶಿಕ್ಷಕ ಸಂಯೋಜಕಿ ಮೇಘಾ ಮುರಳಿ ವಿಜೇತರ ಘೋಷಣೆ ಮಾಡಿದರು. <box>543 1527 699 1658</box>
rain-label-box <box>1199 1636 1315 1684</box>
award-box-title: ಪ್ರಶಸ್ತಿ ಪ್ರದಾನ <box>622 974 695 993</box>
college-group-photo <box>537 1363 907 1497</box>
paragraph: ಕೊಡಗು ಜಿಲ್ಲೆಯಲ್ಲಿ ಮಳೆ ಮುಂದುವರಿದಿದ್ದು, ಕಾಫಿ, ಕರಿಮೆಣಸು ಬೆಳೆಗಾರರ ಬದುಕು ಮಾಡುವಂತಾಗಿದೆ. ಪ್ರಸ್ತುತ ಸುರಿಯುತ್ತಿರುವ ಅಕಾಲಿಕ ಮಳೆಯಿಂದ ಕಾಫಿ, ಕರಿಮೆಣಸು ಬೆಳೆ ಕೊಳೆರೋಗಕ್ಕೆ ತುತ್ತಾಗಿ ಬೆಳೆಗಾರರು ನಷ್ಟಕ್ಕೆ ಒಳಗಾಗುತ್ತಿದ್ದಾರೆ. ಕೊಡಗಿನಲ್ಲಿ ಮೇ ತಿಂಗಳಿನಿಂದ ಆರಂಭವಾದ ಮಳೆ ನಿರಂತರವಾಗಿ ಸುರಿಯುತ್ತಿದೆ. <box>926 1365 1113 1486</box>
kiru-label: ಕಿರು <box>125 186 155 213</box>
